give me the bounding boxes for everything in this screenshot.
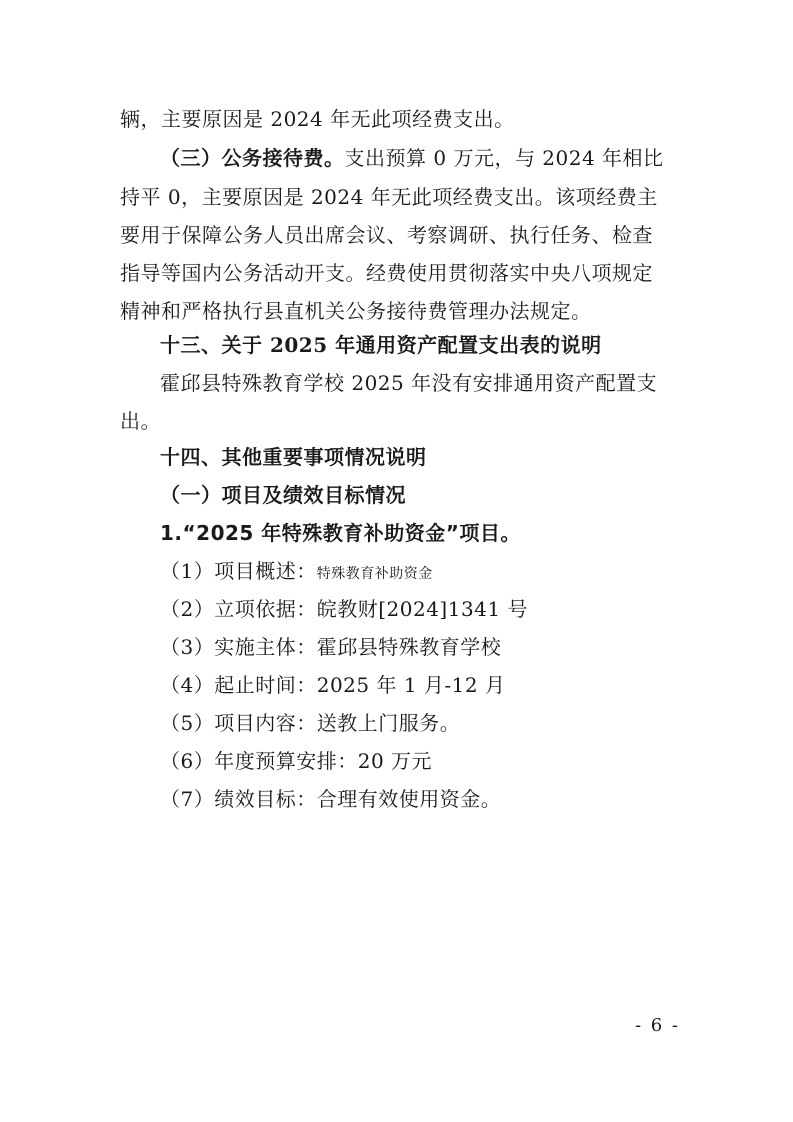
project-heading: 1.“2025 年特殊教育补助资金”项目。	[160, 521, 521, 545]
paragraph-line: 出。	[120, 409, 161, 433]
list-item: （4）起止时间：2025 年 1 月-12 月	[160, 673, 506, 697]
list-item: （3）实施主体：霍邱县特殊教育学校	[160, 635, 502, 659]
paragraph-line: 持平 0，主要原因是 2024 年无此项经费支出。该项经费主	[120, 185, 658, 209]
item-label: （1）项目概述：	[160, 559, 317, 583]
section-heading-inline: （三）公务接待费。	[160, 146, 345, 170]
paragraph-line: 精神和严格执行县直机关公务接待费管理办法规定。	[120, 299, 592, 323]
list-item: （5）项目内容：送教上门服务。	[160, 711, 461, 735]
section-heading: 十三、关于 2025 年通用资产配置支出表的说明	[160, 333, 602, 357]
list-item: （2）立项依据：皖教财[2024]1341 号	[160, 597, 528, 621]
paragraph-line	[160, 143, 680, 173]
list-item	[160, 556, 680, 589]
paragraph-line: 要用于保障公务人员出席会议、考察调研、执行任务、检查	[120, 223, 653, 247]
item-value: 特殊教育补助资金	[316, 566, 433, 582]
section-heading: 十四、其他重要事项情况说明	[160, 445, 427, 469]
paragraph-line: 霍邱县特殊教育学校 2025 年没有安排通用资产配置支	[160, 371, 658, 395]
subsection-heading: （一）项目及绩效目标情况	[160, 483, 406, 507]
paragraph-line: 指导等国内公务活动开支。经费使用贯彻落实中央八项规定	[120, 261, 653, 285]
paragraph-line: 辆，主要原因是 2024 年无此项经费支出。	[120, 107, 515, 131]
list-item: （6）年度预算安排：20 万元	[160, 749, 433, 773]
list-item: （7）绩效目标：合理有效使用资金。	[160, 787, 502, 811]
paragraph-text: 支出预算 0 万元，与 2024 年相比	[344, 146, 664, 170]
page-number: - 6 -	[634, 1015, 680, 1036]
